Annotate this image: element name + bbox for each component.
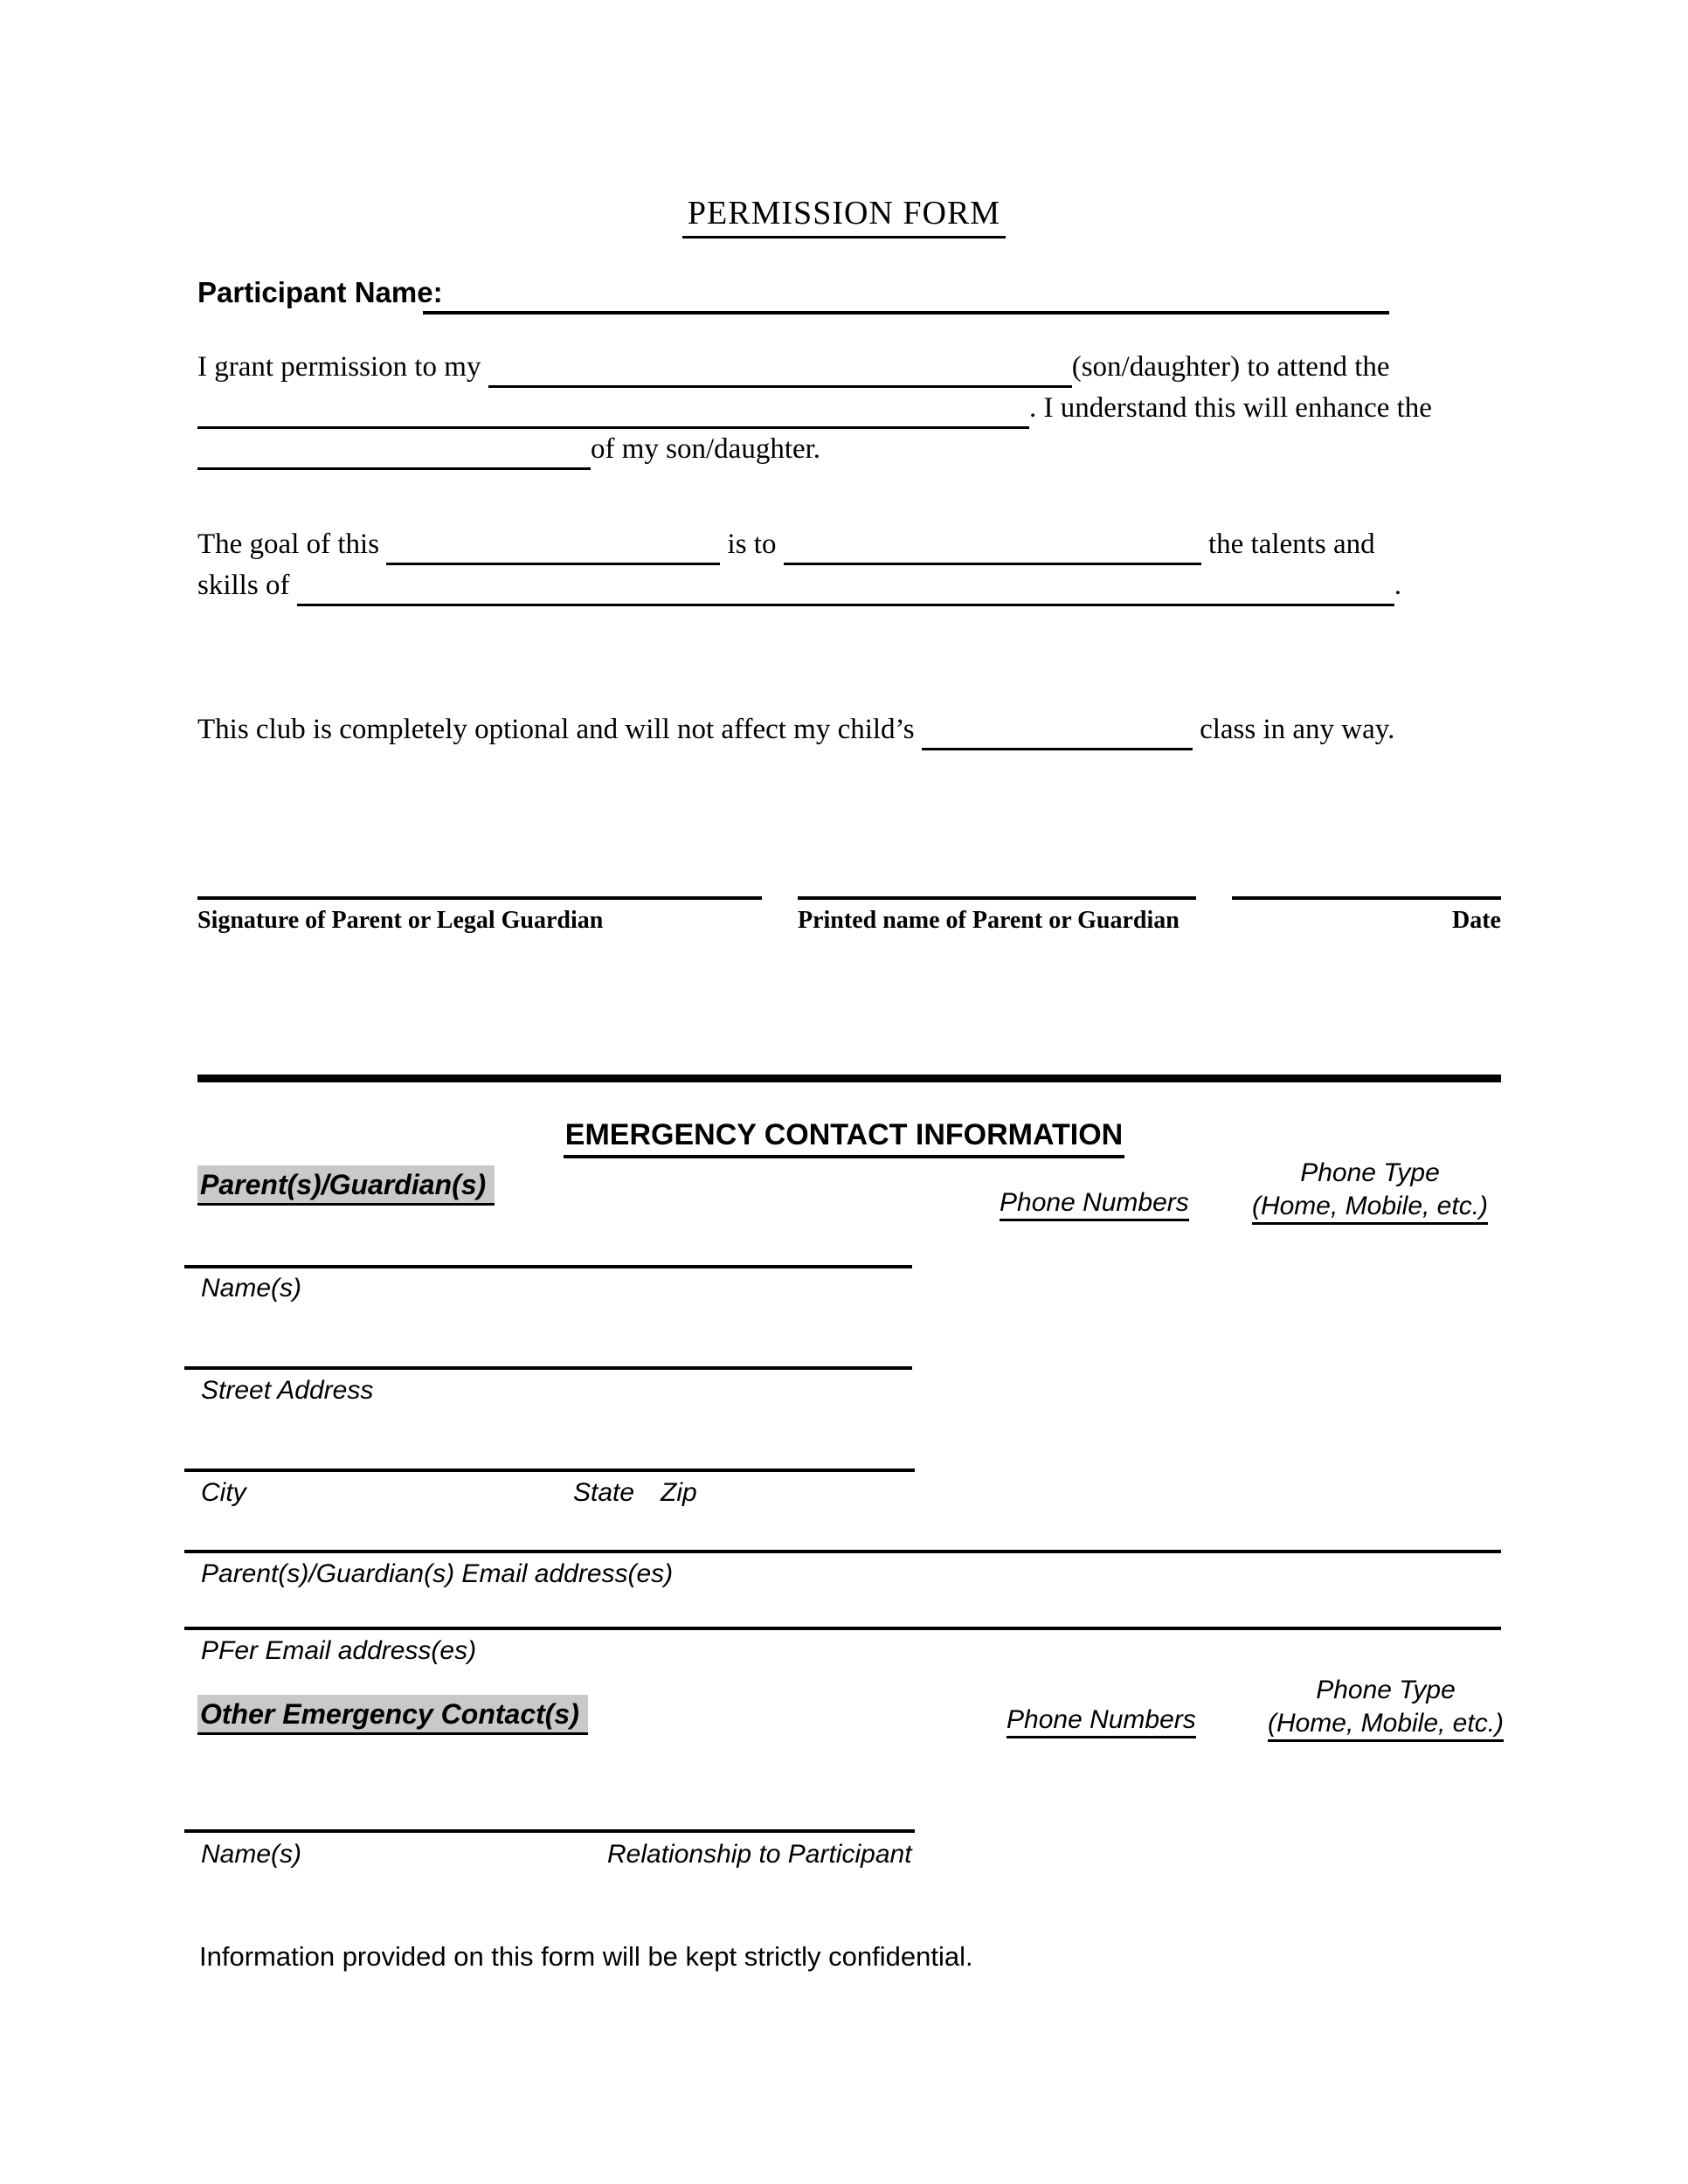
phone-type-header-other	[1259, 1674, 1512, 1740]
state-label: State	[573, 1478, 635, 1507]
printed-name-blank[interactable]	[798, 896, 1196, 900]
goal-purpose-blank[interactable]	[784, 529, 1201, 565]
phone-type-line1-other: Phone Type	[1316, 1676, 1456, 1704]
grant-line-2	[197, 388, 1499, 429]
date-blank[interactable]	[1232, 896, 1501, 900]
section-divider	[197, 1075, 1501, 1082]
goal-paragraph	[197, 524, 1499, 606]
relationship-label: Relationship to Participant	[607, 1840, 912, 1869]
other-names-label: Name(s)	[201, 1840, 302, 1869]
street-address-blank[interactable]	[184, 1366, 912, 1370]
street-address-label: Street Address	[201, 1376, 374, 1405]
goal-line-2	[197, 565, 1499, 606]
goal-line1-b: is to	[727, 529, 777, 560]
other-contacts-label: Other Emergency Contact(s)	[197, 1695, 588, 1735]
emergency-heading-row	[0, 1118, 1688, 1158]
class-name-blank[interactable]	[922, 715, 1193, 750]
phone-type-header-parents	[1243, 1157, 1497, 1223]
printed-name-label: Printed name of Parent or Guardian	[798, 907, 1180, 934]
signature-label: Signature of Parent or Legal Guardian	[197, 907, 604, 934]
other-names-blank[interactable]	[184, 1829, 915, 1833]
phone-type-line2-parents: (Home, Mobile, etc.)	[1252, 1192, 1488, 1225]
pfer-email-label: PFer Email address(es)	[201, 1636, 477, 1665]
grant-line1-after: (son/daughter) to attend the	[1071, 351, 1390, 383]
grant-paragraph	[197, 347, 1499, 470]
city-state-zip-blank[interactable]	[184, 1469, 915, 1472]
grant-line3-after: of my son/daughter.	[591, 433, 821, 465]
parent-email-label: Parent(s)/Guardian(s) Email address(es)	[201, 1559, 674, 1588]
emergency-heading: EMERGENCY CONTACT INFORMATION	[564, 1118, 1124, 1158]
page-title-row	[0, 194, 1688, 238]
grant-line-3	[197, 429, 1499, 470]
phone-numbers-label-other: Phone Numbers	[1007, 1705, 1196, 1738]
page-title: PERMISSION FORM	[682, 194, 1006, 238]
grant-line-1	[197, 347, 1499, 388]
club-text-before: This club is completely optional and will not affect my child’s	[197, 714, 915, 745]
phone-numbers-header-parents	[1000, 1188, 1189, 1218]
city-label: City	[201, 1478, 246, 1507]
signature-blank[interactable]	[197, 896, 762, 900]
parent-names-label: Name(s)	[201, 1274, 302, 1303]
skills-of-blank[interactable]	[297, 570, 1394, 606]
zip-label: Zip	[661, 1478, 697, 1507]
participant-name-blank[interactable]	[423, 278, 1389, 314]
phone-type-line2-other: (Home, Mobile, etc.)	[1268, 1709, 1504, 1742]
grant-line2-after: . I understand this will enhance the	[1029, 392, 1432, 424]
confidential-note: Information provided on this form will be kept strictly confidential.	[199, 1941, 973, 1972]
goal-line1-c: the talents and	[1207, 529, 1375, 560]
goal-line1-a: The goal of this	[197, 529, 380, 560]
grant-line1-text: I grant permission to my	[197, 351, 481, 383]
phone-type-line1-parents: Phone Type	[1300, 1158, 1440, 1187]
parents-guardians-label: Parent(s)/Guardian(s)	[197, 1165, 495, 1206]
date-label: Date	[1452, 907, 1501, 934]
parent-names-blank[interactable]	[184, 1265, 912, 1268]
enhance-aspect-blank[interactable]	[197, 434, 591, 470]
phone-numbers-header-other	[1007, 1705, 1196, 1735]
club-text-after: class in any way.	[1200, 714, 1395, 745]
parents-guardians-header	[197, 1165, 495, 1206]
other-contacts-header	[197, 1695, 588, 1735]
child-name-blank[interactable]	[488, 352, 1072, 388]
event-name-blank[interactable]	[197, 393, 1029, 429]
pfer-email-blank[interactable]	[184, 1627, 1501, 1630]
goal-line2-b: .	[1394, 570, 1401, 601]
club-paragraph	[197, 709, 1499, 750]
goal-program-blank[interactable]	[386, 529, 720, 565]
participant-name-label: Participant Name:	[197, 276, 443, 308]
goal-line2-a: skills of	[197, 570, 290, 601]
goal-line-1	[197, 524, 1499, 565]
phone-numbers-label-parents: Phone Numbers	[1000, 1188, 1189, 1221]
parent-email-blank[interactable]	[184, 1550, 1501, 1553]
